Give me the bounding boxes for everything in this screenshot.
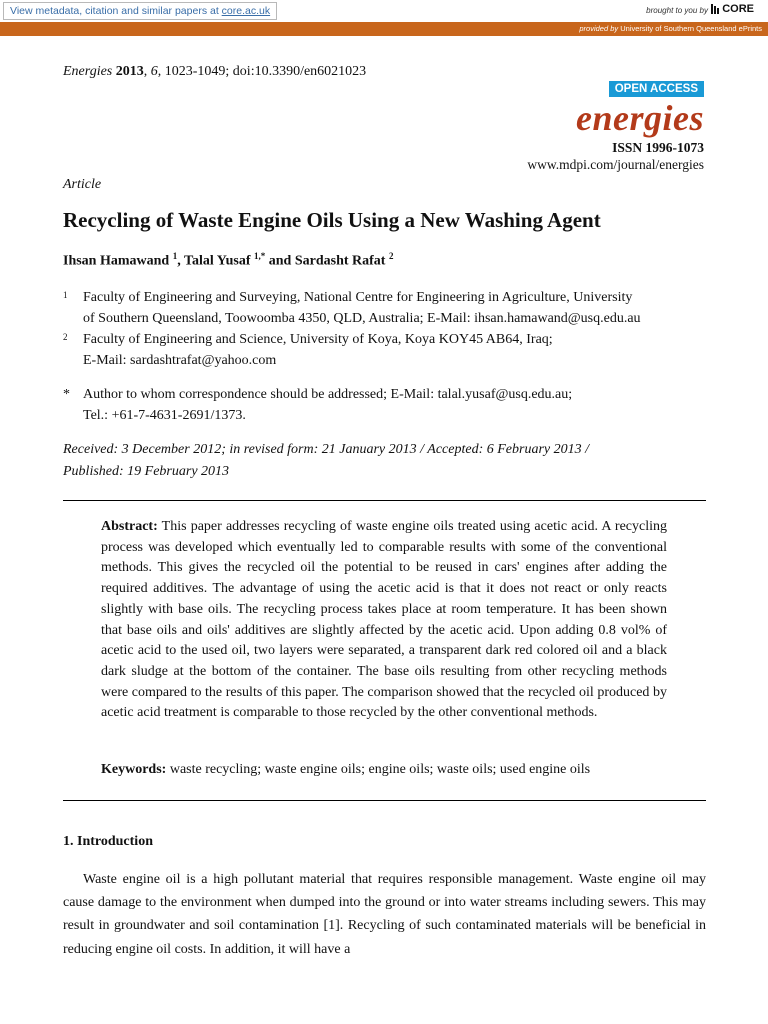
issn: ISSN 1996-1073 [612, 140, 704, 155]
author-affil-sup: 1,* [254, 251, 266, 261]
keywords [101, 762, 667, 778]
keywords-label: Keywords: [101, 762, 167, 777]
author-affil-sup: 1 [172, 251, 178, 261]
provided-by-source[interactable]: University of Southern Queensland ePrints [620, 24, 762, 33]
dates-line: Published: 19 February 2013 [63, 464, 230, 479]
author-name: Talal Yusaf [183, 253, 251, 269]
affiliation-mark: 2 [63, 332, 68, 342]
core-link-prefix: View metadata, citation and similar papers at [10, 5, 222, 17]
core-logo-text: CORE [722, 3, 754, 15]
paper-title: Recycling of Waste Engine Oils Using a New Washing Agent [63, 208, 601, 232]
abstract-label: Abstract: [101, 519, 158, 534]
core-metadata-link-box[interactable] [3, 2, 277, 20]
dates-line: Received: 3 December 2012; in revised form: 21 January 2013 / Accepted: 6 February 2013 / [63, 442, 590, 457]
journal-name: Energies [63, 64, 113, 79]
correspondence-note [63, 384, 713, 426]
affiliation-text [83, 329, 723, 371]
correspondence-line: Tel.: +61-7-4631-2691/1373. [83, 408, 246, 423]
author-name: Ihsan Hamawand [63, 253, 170, 269]
journal-volume: 6 [150, 64, 158, 79]
core-banner-bottom [0, 22, 768, 36]
core-banner [0, 0, 768, 36]
abstract-bottom-rule [63, 800, 706, 801]
correspondence-mark: * [63, 387, 70, 402]
author-name: Sardasht Rafat [294, 253, 386, 269]
affiliation-text [83, 287, 723, 329]
core-link[interactable]: core.ac.uk [221, 5, 271, 17]
article-type: Article [63, 177, 102, 192]
section-body: Waste engine oil is a high pollutant material that requires responsible management. Waste engine oil may cause damage to the environment when dumped into the ground or into water streams including sewers. This may result in groundwater and soil contamination [1]. Recycling of such contaminated materials will be beneficial in reducing engine oil costs. In addition, it will have a [63, 872, 706, 957]
correspondence-text [83, 384, 723, 426]
abstract [101, 517, 667, 724]
journal-citation-rest: , 1023-1049; doi:10.3390/en6021023 [157, 64, 367, 79]
journal-url[interactable]: www.mdpi.com/journal/energies [527, 157, 704, 172]
author-affil-sup: 2 [388, 251, 394, 261]
provided-by-label: provided by [579, 24, 619, 33]
affiliation-mark: 1 [63, 290, 68, 300]
keywords-text: waste recycling; waste engine oils; engine oils; waste oils; used engine oils [169, 762, 591, 777]
core-banner-top [0, 0, 768, 23]
affiliation-line: E-Mail: sardashtrafat@yahoo.com [83, 353, 277, 368]
affiliation-1 [63, 287, 713, 329]
correspondence-line: Author to whom correspondence should be addressed; E-Mail: talal.yusaf@usq.edu.au; [83, 387, 573, 402]
journal-citation: Energies 2013, 6, 1023-1049; doi:10.3390/en6021023 [63, 64, 367, 79]
journal-logo: energies [576, 98, 704, 138]
abstract-top-rule [63, 500, 706, 501]
affiliation-line: of Southern Queensland, Toowoomba 4350, QLD, Australia; E-Mail: ihsan.hamawand@usq.edu.au [83, 311, 641, 326]
affiliation-line: Faculty of Engineering and Surveying, National Centre for Engineering in Agriculture, University [83, 290, 633, 305]
provided-by-text [579, 23, 762, 35]
brought-to-you-text: brought to you by [646, 6, 708, 15]
core-logo-icon [710, 3, 720, 15]
affiliation-2 [63, 329, 713, 371]
author-list: Ihsan Hamawand $^1$, Talal Yusaf $^{1,*}$ and Sardasht Rafat $^2$ [63, 251, 394, 269]
journal-year: 2013 [115, 64, 144, 79]
core-logo[interactable] [710, 3, 754, 15]
publication-dates [63, 439, 703, 483]
abstract-text: This paper addresses recycling of waste engine oils treated using acetic acid. A recycling process was developed which eventually led to comparable results with some of the conventional methods. This gives the recycled oil the potential to be reused in cars' engines after adding the required additives. The advantage of using the acetic acid is that it does not react or only reacts slightly with base oils. The recycling process takes place at room temperature. It has been shown that base oils and oils' additives are slightly affected by the acetic acid. Upon adding 0.8 vol% of acetic acid to the used oil, two layers were separated, a transparent dark red colored oil and a black dark sludge at the bottom of the container. The base oils resulting from other recycling methods were compared to the results of this paper. The comparison showed that the recycled oil produced by acetic acid treatment is comparable to those recycled by the other conventional methods. [101, 519, 667, 721]
open-access-badge: OPEN ACCESS [609, 81, 704, 97]
affiliation-line: Faculty of Engineering and Science, University of Koya, Koya KOY45 AB64, Iraq; [83, 332, 553, 347]
section-heading: 1. Introduction [63, 834, 153, 849]
